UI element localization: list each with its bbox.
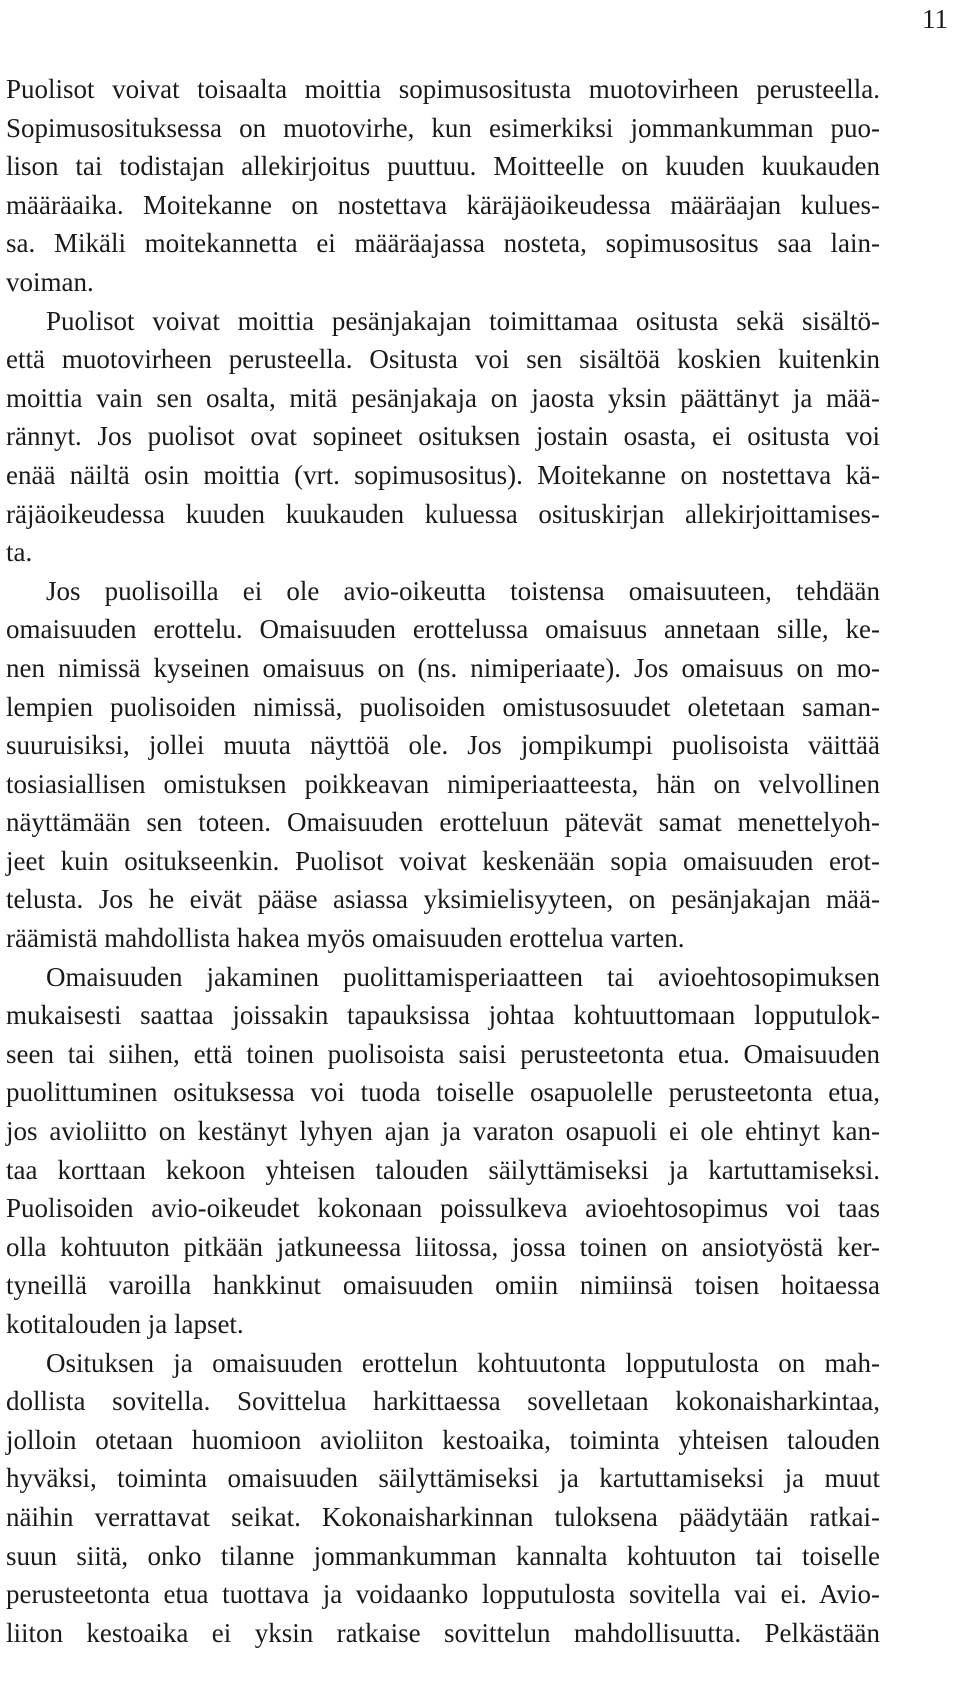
text-line: suun siitä, onko tilanne jommankumman kannalta kohtuuton tai toiselle <box>6 1540 880 1571</box>
text-line: telusta. Jos he eivät pääse asiassa yksimielisyyteen, on pesänjakajan mää- <box>6 884 880 915</box>
text-line: enää näiltä osin moittia (vrt. sopimusositus). Moitekanne on nostettava kä- <box>6 459 880 490</box>
text-line: Puolisot voivat toisaalta moittia sopimusositusta muotovirheen perusteella. <box>6 74 880 104</box>
text-line: dollista sovitella. Sovittelua harkittaessa sovelletaan kokonaisharkintaa, <box>6 1386 880 1417</box>
text-line: Puolisoiden avio-oikeudet kokonaan poissulkeva avioehtosopimus voi taas <box>6 1193 880 1224</box>
text-line: olla kohtuuton pitkään jatkuneessa liitossa, jossa toinen on ansiotyöstä ker- <box>6 1231 880 1262</box>
text-line: näihin verrattavat seikat. Kokonaisharkinnan tuloksena päädytään ratkai- <box>6 1501 880 1532</box>
text-line: määräaika. Moitekanne on nostettava käräjäoikeudessa määräajan kulues- <box>6 189 880 220</box>
text-line: suuruisiksi, jollei muuta näyttöä ole. Jos jompikumpi puolisoista väittää <box>6 730 880 761</box>
text-line: räjäoikeudessa kuuden kuukauden kuluessa osituskirjan allekirjoittamises- <box>6 498 880 529</box>
text-line: omaisuuden erottelu. Omaisuuden erottelussa omaisuus annetaan sille, ke- <box>6 614 880 645</box>
text-line: seen tai siihen, että toinen puolisoista saisi perusteetonta etua. Omaisuuden <box>6 1038 880 1069</box>
text-line: voiman. <box>6 266 94 297</box>
text-line: Sopimusosituksessa on muotovirhe, kun esimerkiksi jommankumman puo- <box>6 112 880 143</box>
text-line: jeet kuin ositukseenkin. Puolisot voivat keskenään sopia omaisuuden erot- <box>6 845 880 876</box>
text-line: tyneillä varoilla hankkinut omaisuuden omiin nimiinsä toisen hoitaessa <box>6 1270 880 1301</box>
text-line: jolloin otetaan huomioon avioliiton kestoaika, toiminta yhteisen talouden <box>6 1424 880 1455</box>
text-line: tosiasiallisen omistuksen poikkeavan nimiperiaatteesta, hän on velvollinen <box>6 768 880 799</box>
text-line: että muotovirheen perusteella. Ositusta voi sen sisältöä koskien kuitenkin <box>6 344 880 375</box>
text-line: lempien puolisoiden nimissä, puolisoiden omistusosuudet oletetaan saman- <box>6 691 880 722</box>
text-line: lison tai todistajan allekirjoitus puuttuu. Moitteelle on kuuden kuukauden <box>6 151 880 182</box>
text-line: mukaisesti saattaa joissakin tapauksissa johtaa kohtuuttomaan lopputulok- <box>6 1000 880 1031</box>
text-line: taa korttaan kekoon yhteisen talouden säilyttämiseksi ja kartuttamiseksi. <box>6 1154 880 1185</box>
text-line: sa. Mikäli moitekannetta ei määräajassa nosteta, sopimusositus saa lain- <box>6 228 880 259</box>
text-line: ta. <box>6 537 33 568</box>
text-line: Puolisot voivat moittia pesänjakajan toimittamaa ositusta sekä sisältö- <box>46 305 880 336</box>
text-line: Omaisuuden jakaminen puolittamisperiaatteen tai avioehtosopimuksen <box>46 961 880 992</box>
text-line: räämistä mahdollista hakea myös omaisuuden erottelua varten. <box>6 923 685 954</box>
document-body <box>6 70 880 1652</box>
text-line: Osituksen ja omaisuuden erottelun kohtuutonta lopputulosta on mah- <box>46 1347 880 1378</box>
text-line: nen nimissä kyseinen omaisuus on (ns. nimiperiaate). Jos omaisuus on mo- <box>6 652 880 683</box>
text-line: Jos puolisoilla ei ole avio-oikeutta toistensa omaisuuteen, tehdään <box>46 575 880 606</box>
text-line: puolittuminen osituksessa voi tuoda toiselle osapuolelle perusteetonta etua, <box>6 1077 880 1108</box>
text-line: rännyt. Jos puolisot ovat sopineet osituksen jostain osasta, ei ositusta voi <box>6 421 880 452</box>
text-line: jos avioliitto on kestänyt lyhyen ajan ja varaton osapuoli ei ole ehtinyt kan- <box>6 1116 880 1147</box>
text-line: liiton kestoaika ei yksin ratkaise sovittelun mahdollisuutta. Pelkästään <box>6 1617 880 1648</box>
text-line: kotitalouden ja lapset. <box>6 1309 244 1339</box>
text-line: moittia vain sen osalta, mitä pesänjakaja on jaosta yksin päättänyt ja mää- <box>6 382 880 413</box>
text-line: näyttämään sen toteen. Omaisuuden erotteluun pätevät samat menettelyoh- <box>6 807 880 838</box>
text-line: perusteetonta etua tuottava ja voidaanko lopputulosta sovitella vai ei. Avio- <box>6 1579 880 1610</box>
page-number: 11 <box>922 4 948 34</box>
text-line: hyväksi, toiminta omaisuuden säilyttämiseksi ja kartuttamiseksi ja muut <box>6 1463 880 1494</box>
